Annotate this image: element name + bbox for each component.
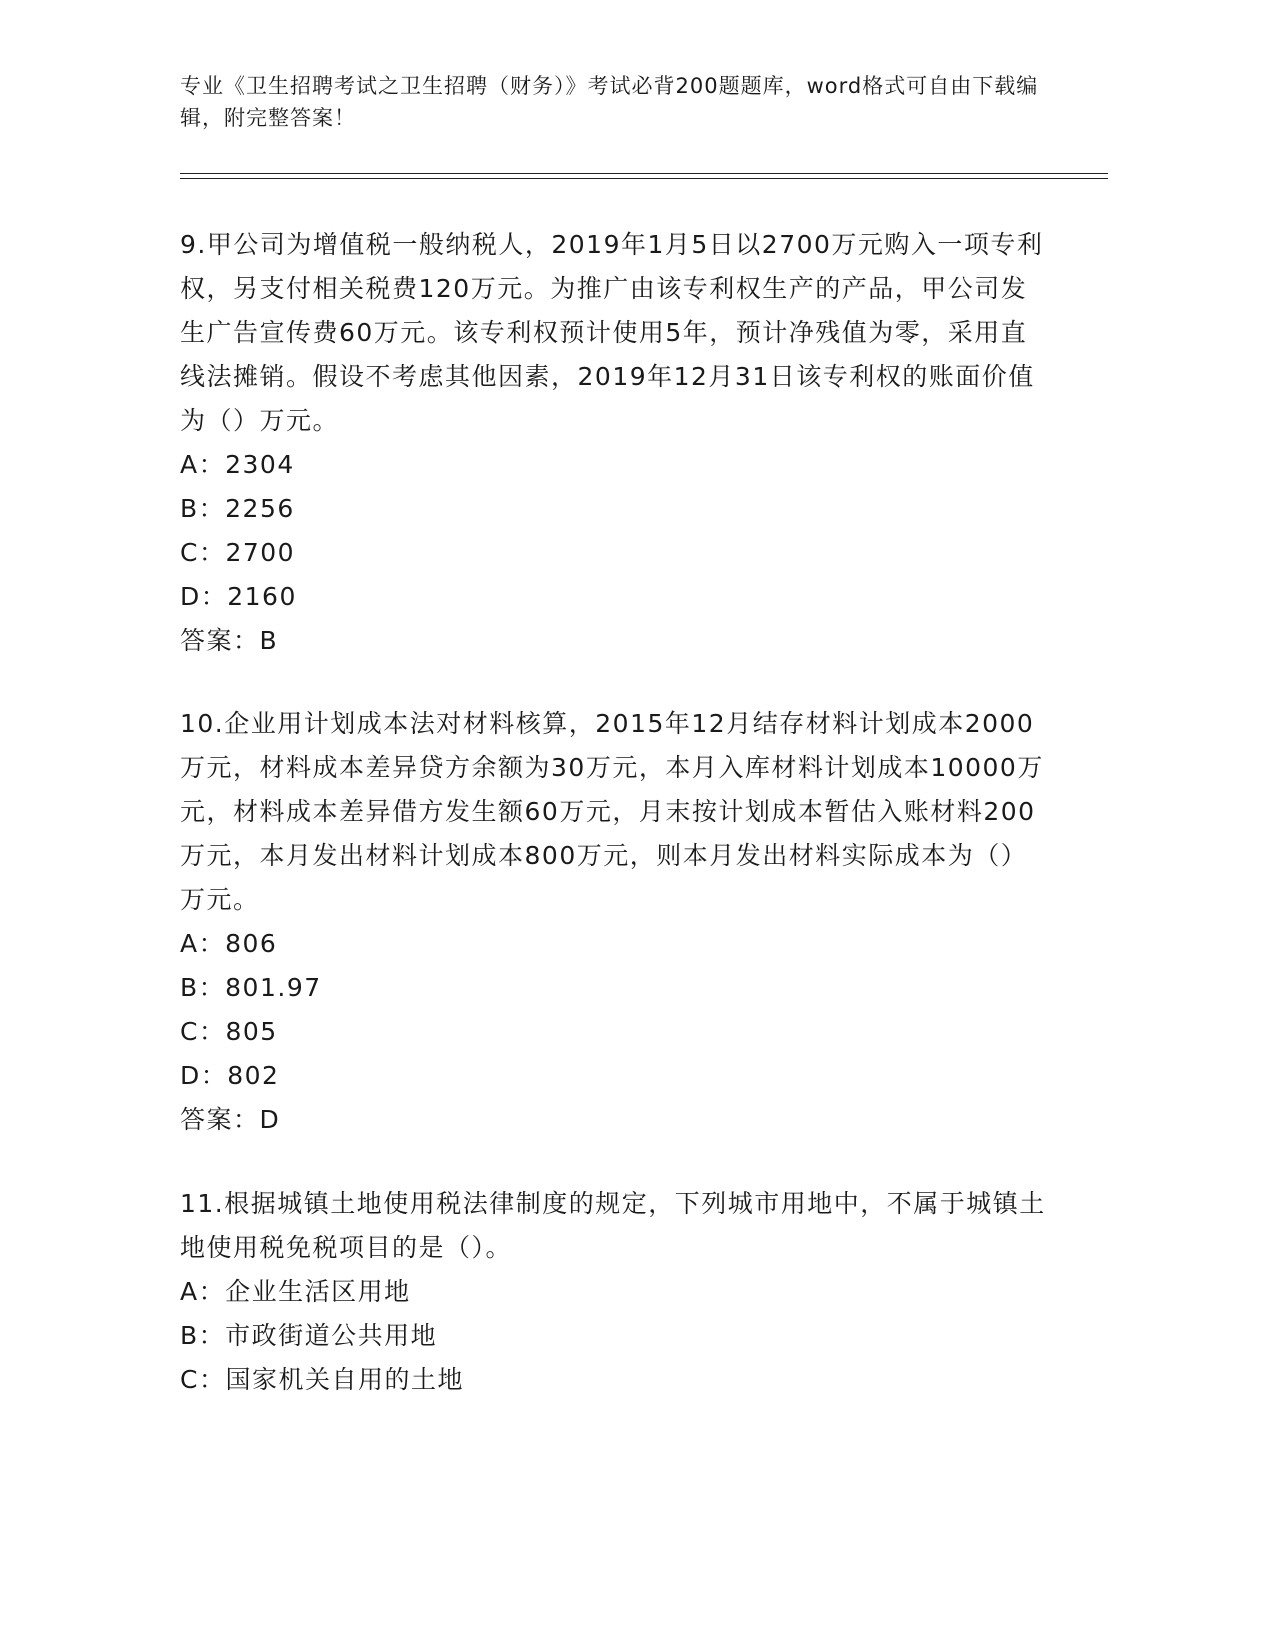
option-a: A：2304 <box>180 450 295 479</box>
option-b: B：市政街道公共用地 <box>180 1321 438 1350</box>
answer: 答案：D <box>180 1105 281 1134</box>
option-c: C：国家机关自用的土地 <box>180 1365 464 1394</box>
document-header: 专业《卫生招聘考试之卫生招聘（财务）》考试必背200题题库，word格式可自由下载编辑，附完整答案！ <box>180 74 1039 130</box>
question-stem: 11.根据城镇土地使用税法律制度的规定，下列城市用地中，不属于城镇土地使用税免税项目的是（）。 <box>180 1189 1046 1262</box>
option-d: D：2160 <box>180 582 297 611</box>
option-c: C：2700 <box>180 538 296 567</box>
option-b: B：2256 <box>180 494 295 523</box>
question-11 <box>180 1182 1050 1402</box>
header-divider-bottom <box>180 178 1108 179</box>
option-b: B：801.97 <box>180 973 322 1002</box>
question-stem: 10.企业用计划成本法对材料核算，2015年12月结存材料计划成本2000万元，材料成本差异贷方余额为30万元，本月入库材料计划成本10000万元，材料成本差异借方发生额60万元，月末按计划成本暂估入账材料200万元，本月发出材料计划成本800万元，则本月发出材料实际成本为（）万元。 <box>180 709 1044 914</box>
question-9 <box>180 223 1050 663</box>
answer: 答案：B <box>180 626 279 655</box>
question-10 <box>180 702 1050 1142</box>
option-a: A：企业生活区用地 <box>180 1277 411 1306</box>
header-divider-top <box>180 173 1108 174</box>
option-d: D：802 <box>180 1061 280 1090</box>
option-c: C：805 <box>180 1017 278 1046</box>
question-stem: 9.甲公司为增值税一般纳税人，2019年1月5日以2700万元购入一项专利权，另支付相关税费120万元。为推广由该专利权生产的产品，甲公司发生广告宣传费60万元。该专利权预计使用5年，预计净残值为零，采用直线法摊销。假设不考虑其他因素，2019年12月31日该专利权的账面价值为（）万元。 <box>180 230 1044 435</box>
option-a: A：806 <box>180 929 278 958</box>
